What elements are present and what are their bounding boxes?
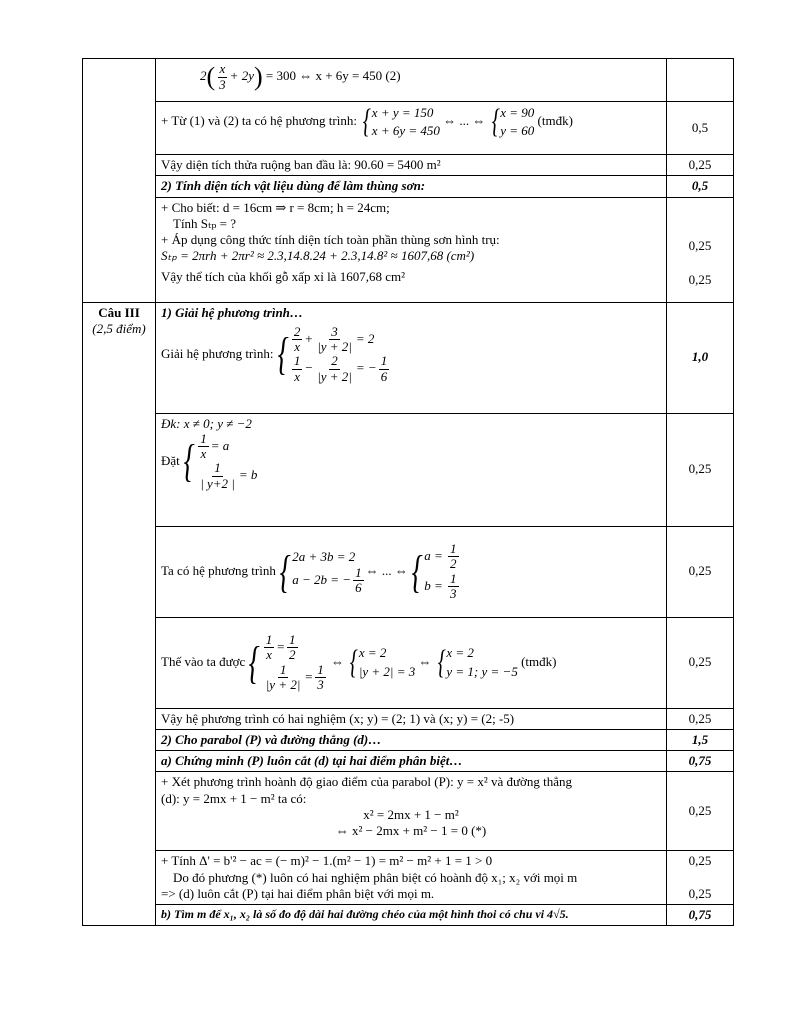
row-intersection: + Xét phương trình hoành độ giao điểm của parabol (P): y = x² và đường thẳng (d): y = 2mx + 1 − m² ta có: x² = 2mx + 1 − m² ⇔ x² − 2mx + m² − 1 = 0 (*) 0,25 (83, 772, 734, 851)
section-heading: 2) Tính diện tích vật liệu dùng để làm thùng sơn: (156, 176, 667, 197)
question-points: (2,5 điểm) (92, 320, 146, 336)
system-intro: + Từ (1) và (2) ta có hệ phương trình: (161, 113, 357, 129)
system-1: { x + y = 150 x + 6y = 450 (362, 103, 440, 141)
row-cau-iii: Câu III (2,5 điểm) 1) Giải hệ phương trình… Giải hệ phương trình: { $\frac{2}{x}$ + $\frac{3}{|y + 2|}$ = 2 $\frac{1}{x}$ − $\frac{2}{|y + 2|}$ = − $\frac{1}{6}$ 1,0 (83, 302, 734, 413)
score: 0,25 (667, 155, 734, 176)
section-heading: 1) Giải hệ phương trình… (161, 304, 303, 320)
row-section-parabola (83, 729, 734, 750)
condition-note: (tmđk) (537, 113, 573, 129)
score: 1,0 (667, 302, 734, 413)
col-question (83, 59, 156, 102)
score: 0,25 (667, 772, 734, 851)
question-number: Câu III (98, 304, 140, 320)
answer-table (82, 58, 734, 926)
score: 0,25 (688, 885, 712, 901)
system-2: { x = 90 y = 60 (491, 103, 535, 141)
row-substitution: Đk: x ≠ 0; y ≠ −2 Đặt { $\frac{1}{x}$ = a $\frac{1}{| y+2 |}$ = b 0,25 (83, 413, 734, 526)
eq-rhs: = 300 ⇔ x + 6y = 450 (2) (262, 68, 401, 84)
section-heading: a) Chứng minh (P) luôn cắt (d) tại hai điểm phân biệt… (156, 751, 667, 772)
row-area-result: Vậy diện tích thửa ruộng ban đầu là: 90.60 = 5400 m² 0,25 (83, 155, 734, 176)
score: 0,25 (688, 271, 712, 287)
section-heading: b) Tìm m để x₁, x₂ là số đo độ dài hai đường chéo của một hình thoi có chu vi 4√5. (156, 905, 667, 926)
row-part-b (83, 905, 734, 926)
score: 0,25 (667, 708, 734, 729)
row-system (83, 102, 734, 155)
row-solution: Vậy hệ phương trình có hai nghiệm (x; y) = (2; 1) và (x; y) = (2; -5) 0,25 (83, 708, 734, 729)
score: 0,25 (688, 237, 712, 253)
cell-score (667, 59, 734, 102)
row-discriminant: + Tính Δ' = b'² − ac = (− m)² − 1.(m² − 1) = m² − m² + 1 = 1 > 0 Do đó phương (*) luôn có hai nghiệm phân biệt có hoành độ x₁; x₂ với mọi m => (d) luôn cắt (P) tại hai điểm phân biệt với mọi m. 0,25 0,25 (83, 851, 734, 905)
row-back-substitute: Thế vào ta được { $\frac{1}{x}$ = $\frac{1}{2}$ $\frac{1}{|y + 2|}$ = $\frac{1}{3}$ ⇔ { x = 2 |y + 2| = 3 ⇔ { x = 2 y = 1; y = −5 (tmđk) 0,25 (83, 617, 734, 708)
equivalence-arrow: ⇔ ... ⇔ (443, 113, 486, 129)
system-original: { $\frac{2}{x}$ + $\frac{3}{|y + 2|}$ = 2 $\frac{1}{x}$ − $\frac{2}{|y + 2|}$ = − $\frac{1}{6}$ (277, 323, 388, 384)
section-heading: 2) Cho parabol (P) và đường thẳng (d)… (156, 729, 667, 750)
score: 1,5 (667, 729, 734, 750)
score: 0,75 (667, 751, 734, 772)
row-part-a (83, 751, 734, 772)
score: 0,5 (667, 176, 734, 197)
row-section-2 (83, 176, 734, 197)
score: 0,25 (667, 617, 734, 708)
row-paint-can: + Cho biết: d = 16cm ⇒ r = 8cm; h = 24cm; Tính Sₜₚ = ? + Áp dụng công thức tính diện tích toàn phần thùng sơn hình trụ: Sₜₚ = 2πrh + 2πr² ≈ 2.3,14.8.24 + 2.3,14.8² ≈ 1607,68 (cm²) Vậy thể tích của khối gỗ xấp xỉ là 1607,68 cm² 0,25 0,25 (83, 197, 734, 302)
score: 0,75 (667, 905, 734, 926)
row-ab-system: Ta có hệ phương trình { 2a + 3b = 2 a − 2b = − $\frac{1}{6}$ ⇔ ... ⇔ { a = $\frac{1}{2}$ b = $\frac{1}{3}$ 0,25 (83, 526, 734, 617)
cell-content: 2( $\frac{x}{3}$ + 2y) = 300 ⇔ x + 6y = 450 (2) (156, 59, 667, 102)
row-eq2 (83, 59, 734, 102)
score: 0,25 (688, 853, 712, 869)
score: 0,25 (667, 526, 734, 617)
score: 0,5 (667, 102, 734, 155)
score: 0,25 (667, 413, 734, 526)
